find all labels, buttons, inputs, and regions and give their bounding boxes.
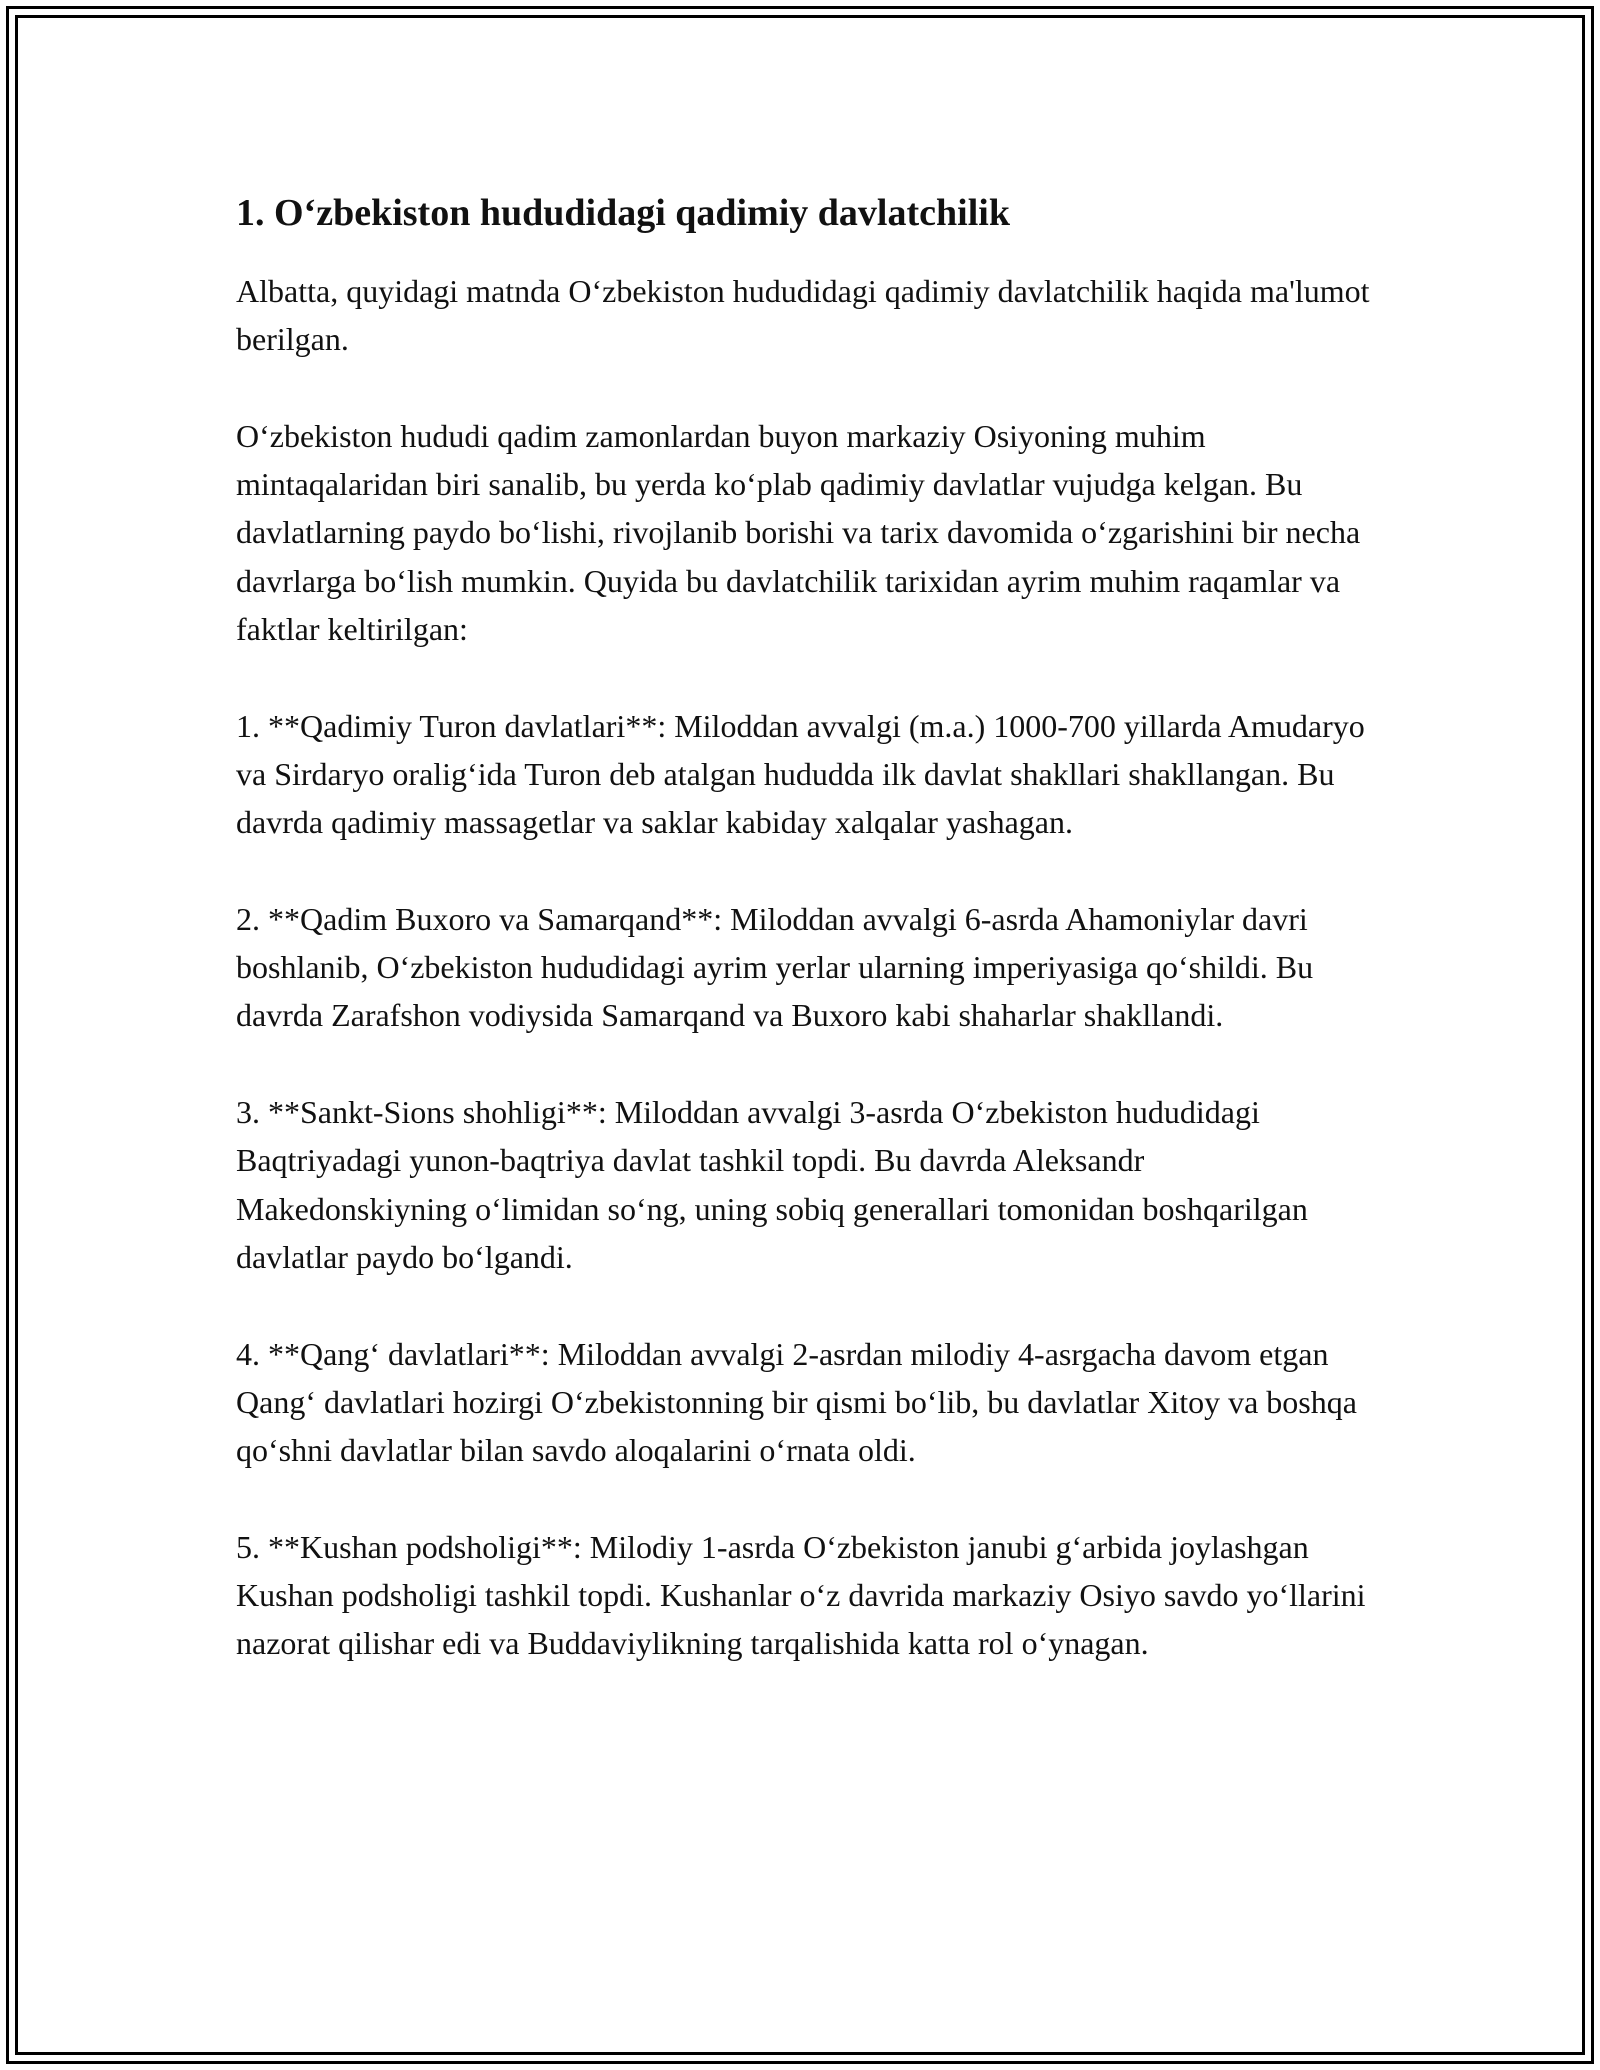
intro-paragraph: Albatta, quyidagi matnda O‘zbekiston hududidagi qadimiy davlatchilik haqida ma'lumot berilgan. bbox=[236, 273, 1370, 358]
list-item-buxoro-samarqand: 2. **Qadim Buxoro va Samarqand**: Miloddan avvalgi 6-asrda Ahamoniylar davri boshlanib, O‘zbekiston hududidagi ayrim yerlar ularning imperiyasiga qo‘shildi. Bu davrda Zarafshon vodiysida Samarqand va Buxoro kabi shaharlar shakllandi. bbox=[236, 900, 1314, 1034]
list-item-kushan: 5. **Kushan podsholigi**: Milodiy 1-asrda O‘zbekiston janubi g‘arbida joylashgan Kushan podsholigi tashkil topdi. Kushanlar o‘z davrida markaziy Osiyo savdo yo‘llarini nazorat qilishar edi va Buddaviylikning tarqalishida katta rol o‘ynagan. bbox=[236, 1528, 1366, 1662]
list-item-qang: 4. **Qang‘ davlatlari**: Miloddan avvalgi 2-asrdan milodiy 4-asrgacha davom etgan Qang‘ davlatlari hozirgi O‘zbekistonning bir qismi bo‘lib, bu davlatlar Xitoy va boshqa qo‘shni davlatlar bilan savdo aloqalarini o‘rnata oldi. bbox=[236, 1335, 1357, 1469]
list-item-turon: 1. **Qadimiy Turon davlatlari**: Miloddan avvalgi (m.a.) 1000-700 yillarda Amudaryo va Sirdaryo oralig‘ida Turon deb atalgan hududda ilk davlat shakllari shakllangan. Bu davrda qadimiy massagetlar va saklar kabiday xalqalar yashagan. bbox=[236, 707, 1365, 841]
document-title: 1. O‘zbekiston hududidagi qadimiy davlatchilik bbox=[236, 192, 1010, 234]
list-item-sankt-sions: 3. **Sankt-Sions shohligi**: Miloddan avvalgi 3-asrda O‘zbekiston hududidagi Baqtriyadagi yunon-baqtriya davlat tashkil topdi. Bu davrda Aleksandr Makedonskiyning o‘limidan so‘ng, uning sobiq generallari tomonidan boshqarilgan davlatlar paydo bo‘lgandi. bbox=[236, 1094, 1308, 1275]
document-body bbox=[236, 185, 1376, 1716]
overview-paragraph: O‘zbekiston hududi qadim zamonlardan buyon markaziy Osiyoning muhim mintaqalaridan biri sanalib, bu yerda ko‘plab qadimiy davlatlar vujudga kelgan. Bu davlatlarning paydo bo‘lishi, rivojlanib borishi va tarix davomida o‘zgarishini bir necha davrlarga bo‘lish mumkin. Quyida bu davlatchilik tarixidan ayrim muhim raqamlar va faktlar keltirilgan: bbox=[236, 417, 1361, 648]
